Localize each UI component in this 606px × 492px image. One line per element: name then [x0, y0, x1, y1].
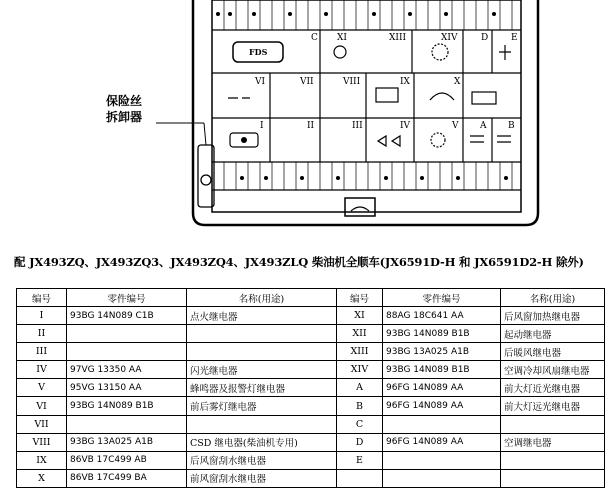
cell-name: 后暖风继电器 [501, 343, 605, 361]
slot-label-IX: IX [400, 77, 410, 87]
cell-part-number: 88AG 18C641 AA [383, 307, 501, 325]
cell-part-number: 93BG 13A025 A1B [383, 343, 501, 361]
cell-part-number: 93BG 14N089 C1B [67, 307, 187, 325]
cell-name: 前大灯远光继电器 [501, 397, 605, 415]
cell-number: C [337, 415, 383, 433]
table-row [17, 325, 605, 343]
cell-part-number [67, 325, 187, 343]
slot-label-V: V [452, 121, 459, 131]
cell-number: II [17, 325, 67, 343]
cell-number: A [337, 379, 383, 397]
cell-name: 前大灯近光继电器 [501, 379, 605, 397]
cell-number: VI [17, 397, 67, 415]
table-header-row [17, 289, 605, 307]
slot-label-C: C [311, 33, 318, 43]
cell-name [501, 469, 605, 487]
cell-number: VIII [17, 433, 67, 451]
slot-label-II: II [307, 121, 315, 131]
slot-label-XI: XI [337, 33, 347, 43]
cell-name: 点火继电器 [187, 307, 337, 325]
fds-label: FDS [249, 47, 268, 57]
slot-label-VI: VI [255, 77, 266, 87]
cell-name [501, 451, 605, 469]
table-row [17, 307, 605, 325]
cell-number: I [17, 307, 67, 325]
fuse-tool-label-line2: 拆卸器 [106, 110, 143, 124]
cell-number: XIII [337, 343, 383, 361]
cell-number: IV [17, 361, 67, 379]
slot-label-XIV: XIV [441, 33, 458, 43]
table-row [17, 343, 605, 361]
cell-part-number: 93BG 14N089 B1B [383, 361, 501, 379]
cell-part-number [383, 451, 501, 469]
slot-label-III: III [352, 121, 363, 131]
cell-part-number [383, 415, 501, 433]
cell-name [187, 415, 337, 433]
cell-name: 前风窗刮水继电器 [187, 469, 337, 487]
table-row [17, 397, 605, 415]
cell-name [501, 415, 605, 433]
cell-part-number: 93BG 14N089 B1B [383, 325, 501, 343]
cell-name [187, 343, 337, 361]
cell-number: V [17, 379, 67, 397]
cell-part-number [67, 415, 187, 433]
cell-number: D [337, 433, 383, 451]
cell-name: 蜂鸣器及报警灯继电器 [187, 379, 337, 397]
cell-name [187, 325, 337, 343]
header-number: 编号 [17, 289, 67, 307]
cell-number: III [17, 343, 67, 361]
cell-part-number: 96FG 14N089 AA [383, 379, 501, 397]
slot-label-IV: IV [400, 121, 411, 131]
slot-label-A: A [480, 121, 487, 131]
cell-number: IX [17, 451, 67, 469]
cell-part-number: 86VB 17C499 AB [67, 451, 187, 469]
cell-name: 起动继电器 [501, 325, 605, 343]
cell-name: 后风窗加热继电器 [501, 307, 605, 325]
slot-label-X: X [454, 77, 461, 87]
cell-number [337, 469, 383, 487]
relay-table [16, 288, 605, 488]
cell-part-number: 93BG 13A025 A1B [67, 433, 187, 451]
table-row [17, 451, 605, 469]
cell-number: VII [17, 415, 67, 433]
cell-number: XI [337, 307, 383, 325]
table-row [17, 379, 605, 397]
cell-name: 空调继电器 [501, 433, 605, 451]
cell-number: B [337, 397, 383, 415]
cell-part-number: 96FG 14N089 AA [383, 433, 501, 451]
slot-label-B: B [508, 121, 515, 131]
cell-number: X [17, 469, 67, 487]
slot-label-VIII: VIII [343, 77, 361, 87]
cell-part-number [383, 469, 501, 487]
table-row [17, 433, 605, 451]
header-part-number-2: 零件编号 [383, 289, 501, 307]
slot-label-D: D [481, 33, 489, 43]
cell-name: 前后雾灯继电器 [187, 397, 337, 415]
cell-number: E [337, 451, 383, 469]
cell-part-number: 96FG 14N089 AA [383, 397, 501, 415]
header-name: 名称(用途) [187, 289, 337, 307]
cell-part-number: 86VB 17C499 BA [67, 469, 187, 487]
table-row [17, 415, 605, 433]
slot-label-XIII: XIII [389, 33, 407, 43]
table-row [17, 361, 605, 379]
cell-name: 后风窗刮水继电器 [187, 451, 337, 469]
header-name-2: 名称(用途) [501, 289, 605, 307]
table-row [17, 469, 605, 487]
table-caption: 配 JX493ZQ、JX493ZQ3、JX493ZQ4、JX493ZLQ 柴油机全顺车(JX6591D-H 和 JX6591D2-H 除外) [14, 255, 584, 269]
cell-name: CSD 继电器(柴油机专用) [187, 433, 337, 451]
cell-part-number: 97VG 13350 AA [67, 361, 187, 379]
slot-label-I: I [260, 121, 264, 131]
header-part-number: 零件编号 [67, 289, 187, 307]
cell-part-number [67, 343, 187, 361]
cell-part-number: 93BG 14N089 B1B [67, 397, 187, 415]
cell-part-number: 95VG 13150 AA [67, 379, 187, 397]
cell-number: XIV [337, 361, 383, 379]
slot-label-VII: VII [300, 77, 314, 87]
cell-name: 闪光继电器 [187, 361, 337, 379]
header-number-2: 编号 [337, 289, 383, 307]
cell-number: XII [337, 325, 383, 343]
cell-name: 空调冷却风扇继电器 [501, 361, 605, 379]
slot-label-E: E [511, 33, 518, 43]
fuse-tool-label-line1: 保险丝 [106, 94, 143, 108]
